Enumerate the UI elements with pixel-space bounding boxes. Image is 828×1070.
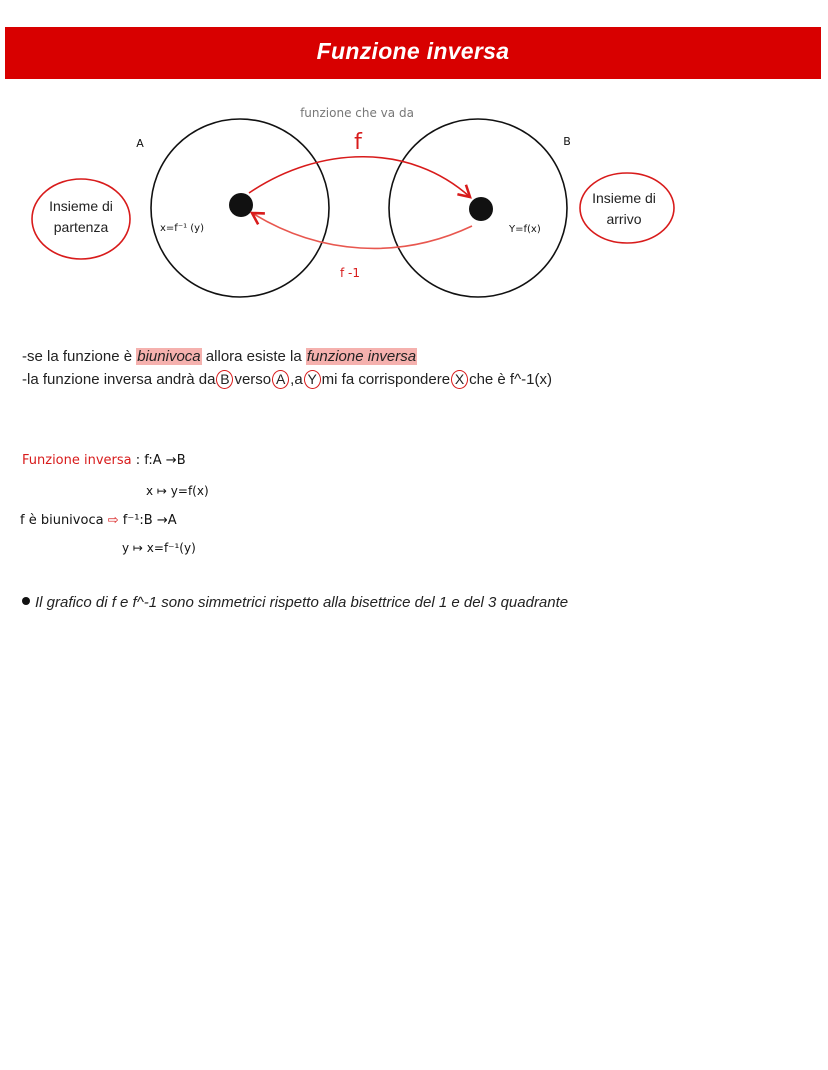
- circled-x: X: [451, 370, 468, 389]
- conclusion-text: Il grafico di f e f^-1 sono simmetrici rispetto alla bisettrice del 1 e del 3 quadrante: [35, 594, 569, 611]
- y-formula: Y=f(x): [509, 224, 541, 235]
- biunivoca-text: f è biunivoca: [20, 513, 104, 528]
- arrow-f: [249, 157, 470, 197]
- text-line-direction: [22, 370, 552, 389]
- point-x: [229, 193, 253, 217]
- f-inverse-label: f -1: [339, 266, 361, 280]
- title-banner: [5, 27, 821, 79]
- diagram-caption: funzione che va da: [300, 106, 414, 120]
- text-line-biunivoca: [22, 348, 417, 365]
- implies-map: f⁻¹:B →A: [122, 513, 177, 528]
- line1-prefix: -se la funzione è: [22, 348, 133, 365]
- bullet-icon: [22, 597, 30, 605]
- biunivoca-line: [20, 513, 177, 528]
- circled-a: A: [272, 370, 289, 389]
- conclusion-line: [22, 594, 568, 611]
- circled-b: B: [216, 370, 233, 389]
- line2-part3: ,a: [290, 371, 303, 388]
- highlight-funzione-inversa: funzione inversa: [306, 348, 417, 365]
- set-a-label: A: [136, 137, 144, 150]
- line2-part2: verso: [234, 371, 272, 388]
- highlight-biunivoca: biunivoca: [137, 348, 201, 365]
- line2-part5: che è f^-1(x): [469, 371, 552, 388]
- set-b-label: B: [563, 135, 571, 148]
- page-title: Funzione inversa: [316, 38, 510, 64]
- definition-rule: x ↦ y=f(x): [146, 484, 209, 498]
- end-set-line2: arrivo: [606, 211, 642, 227]
- f-label: f: [354, 130, 362, 155]
- definition-map: : f:A →B: [135, 453, 186, 468]
- x-formula: x=f⁻¹ (y): [160, 223, 205, 234]
- circled-y: Y: [304, 370, 321, 389]
- inverse-rule: y ↦ x=f⁻¹(y): [122, 541, 196, 555]
- end-set-bubble: [580, 173, 674, 243]
- arrow-f-inverse: [252, 213, 472, 248]
- line1-middle: allora esiste la: [201, 348, 302, 365]
- line2-part1: -la funzione inversa andrà da: [22, 371, 216, 388]
- point-y: [469, 197, 493, 221]
- definition-line: [22, 453, 186, 468]
- start-set-line2: partenza: [53, 219, 109, 235]
- definition-label: Funzione inversa: [22, 453, 132, 468]
- function-diagram: [0, 95, 828, 310]
- line2-part4: mi fa corrispondere: [321, 371, 451, 388]
- start-set-line1: Insieme di: [49, 198, 113, 214]
- implies-arrow-icon: ⇨: [107, 513, 119, 528]
- end-set-line1: Insieme di: [592, 190, 656, 206]
